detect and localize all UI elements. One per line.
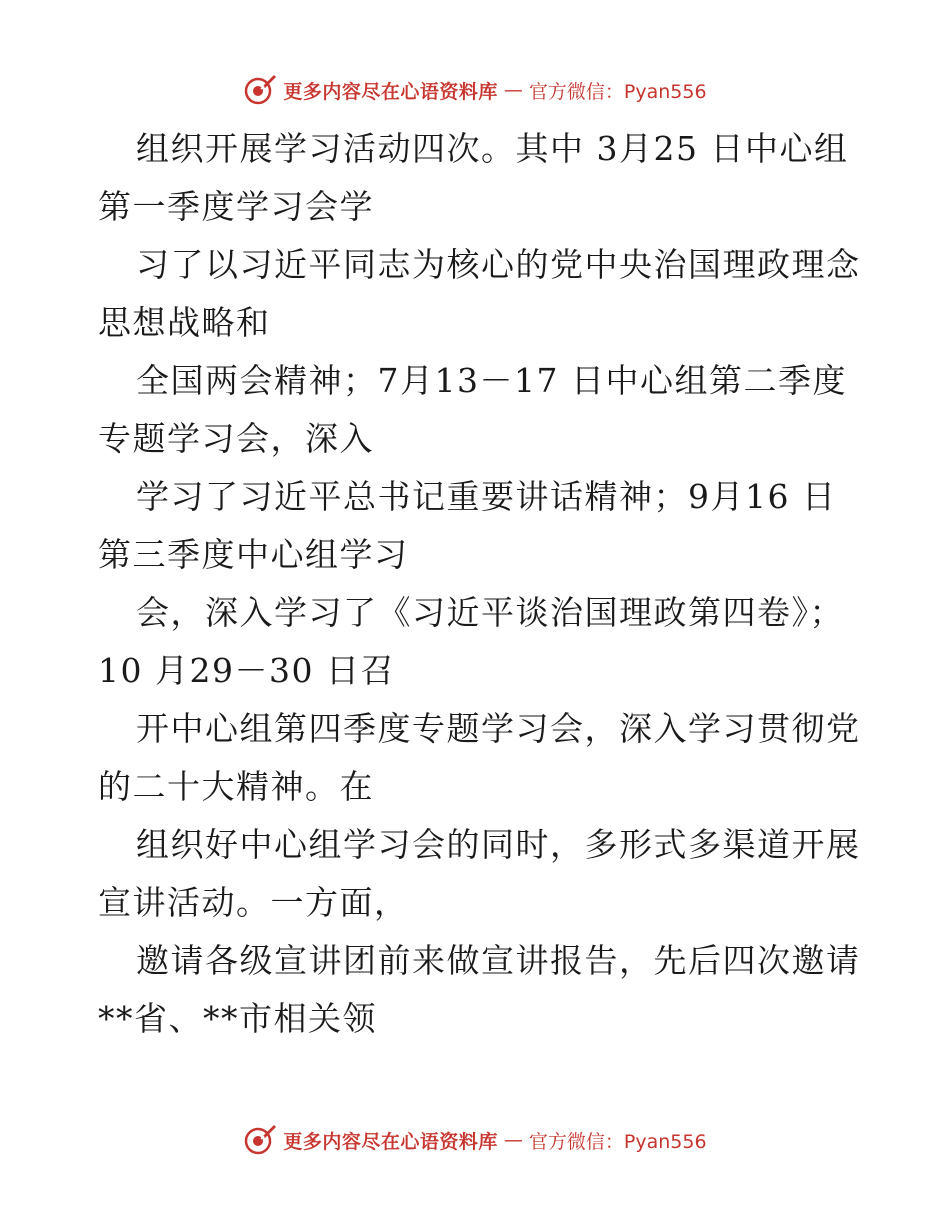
header-watermark [0, 70, 950, 110]
body-text-line: 开中心组第四季度专题学习会，深入学习贯彻党 [136, 709, 861, 748]
watermark-separator: — [503, 79, 523, 101]
body-text-line: 专题学习会，深入 [98, 419, 374, 458]
body-text-line: 思想战略和 [98, 303, 271, 342]
watermark-contact: 官方微信：Pyan556 [528, 1130, 707, 1153]
footer-watermark [0, 1120, 950, 1160]
body-text-line: 第三季度中心组学习 [98, 535, 409, 574]
watermark-contact: 官方微信：Pyan556 [528, 80, 707, 103]
body-text-line: 的二十大精神。在 [98, 767, 374, 806]
body-text-line: 组织开展学习活动四次。其中 3月25 日中心组 [136, 129, 849, 168]
body-text-line: 10 月29－30 日召 [98, 651, 395, 690]
pen-logo-icon [243, 73, 277, 107]
body-text-line: 组织好中心组学习会的同时，多形式多渠道开展 [136, 825, 861, 864]
watermark-text: 更多内容尽在心语资料库 [283, 1130, 498, 1153]
body-text-line: 全国两会精神；7月13－17 日中心组第二季度 [136, 361, 847, 400]
document-body [98, 120, 861, 1048]
body-text-line: 第一季度学习会学 [98, 187, 374, 226]
body-text-line: 宣讲活动。一方面， [98, 883, 409, 922]
body-text-line: 习了以习近平同志为核心的党中央治国理政理念 [136, 245, 861, 284]
pen-logo-icon [243, 1123, 277, 1157]
body-text-line: 邀请各级宣讲团前来做宣讲报告，先后四次邀请 [136, 941, 861, 980]
body-text-line: **省、**市相关领 [98, 999, 377, 1038]
body-text-line: 学习了习近平总书记重要讲话精神；9月16 日 [136, 477, 837, 516]
watermark-text: 更多内容尽在心语资料库 [283, 80, 498, 103]
watermark-separator: — [503, 1129, 523, 1151]
body-text-line: 会，深入学习了《习近平谈治国理政第四卷》； [136, 593, 844, 632]
